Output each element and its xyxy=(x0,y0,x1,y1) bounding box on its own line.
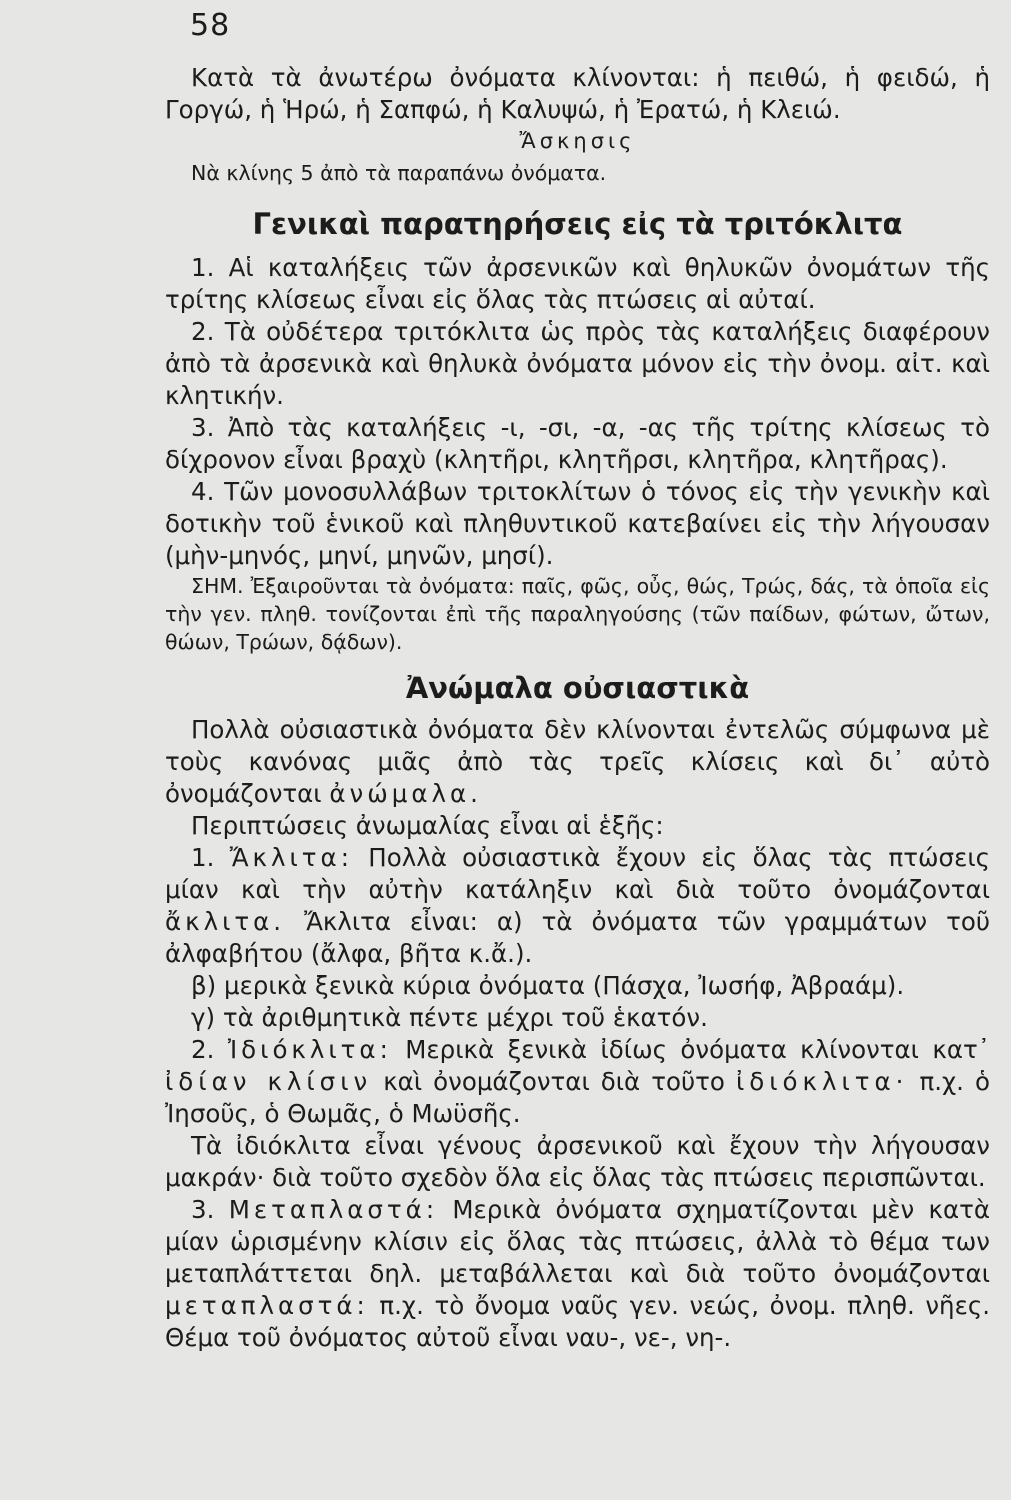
case-1-gamma: γ) τὰ ἀριθμητικὰ πέντε μέχρι τοῦ ἑκατόν. xyxy=(191,1003,708,1032)
case-3-metaplasta xyxy=(165,1194,990,1354)
exercise-text: Νὰ κλίνης 5 ἀπὸ τὰ παραπάνω ὀνόματα. xyxy=(191,161,607,185)
case-2-text-b: καὶ ὀνομάζονται διὰ τοῦτο xyxy=(383,1067,725,1096)
case-3-number: 3. xyxy=(191,1195,215,1224)
page-body xyxy=(165,62,990,1354)
case-2-examples: π.χ. ὁ Ἰησοῦς, ὁ Θωμᾶς, ὁ Μωϋσῆς. xyxy=(165,1067,990,1128)
case-3-examples: π.χ. τὸ ὄνομα ναῦς γεν. νεώς, ὀνομ. πληθ. νῆες. Θέμα τοῦ ὀνόματος αὐτοῦ εἶναι ναυ-, νε-, νη-. xyxy=(165,1291,990,1352)
case-1-term: Ἄκλιτα: xyxy=(229,843,353,872)
case-1-number: 1. xyxy=(191,843,215,872)
irregular-intro xyxy=(165,714,990,810)
irregular-intro-text: Πολλὰ οὐσιαστικὰ ὀνόματα δὲν κλίνονται ἐντελῶς σύμφωνα μὲ τοὺς κανόνας μιᾶς ἀπὸ τὰς τρεῖς κλίσεις καὶ δι᾽ αὐτὸ ὀνομάζονται xyxy=(165,715,990,808)
case-3-term-repeat: μεταπλαστά: xyxy=(165,1291,369,1320)
remark-3: 3. Ἀπὸ τὰς καταλήξεις -ι, -σι, -α, -ας τῆς τρίτης κλίσεως τὸ δίχρονον εἶναι βραχὺ (κλητῆρι, κλητῆρσι, κλητῆρα, κλητῆρας). xyxy=(165,413,990,474)
remark-2: 2. Τὰ οὐδέτερα τριτόκλιτα ὡς πρὸς τὰς καταλήξεις διαφέρουν ἀπὸ τὰ ἀρσενικὰ καὶ θηλυκὰ ὀνόματα μόνον εἰς τὴν ὀνομ. αἰτ. καὶ κλητικήν. xyxy=(165,317,990,410)
case-1-term-repeat: ἄκλιτα. xyxy=(165,907,286,936)
intro-paragraph: Κατὰ τὰ ἀνωτέρω ὀνόματα κλίνονται: ἡ πειθώ, ἡ φειδώ, ἡ Γοργώ, ἡ Ἡρώ, ἡ Σαπφώ, ἡ Καλυψώ, ἡ Ἐρατώ, ἡ Κλειώ. xyxy=(165,63,990,124)
case-2-number: 2. xyxy=(191,1035,215,1064)
irregular-term: ἀνώμαλα. xyxy=(329,779,482,808)
section-heading-irregular-nouns: Ἀνώμαλα οὐσιαστικὰ xyxy=(405,671,750,705)
idioklita-paragraph: Τὰ ἰδιόκλιτα εἶναι γένους ἀρσενικοῦ καὶ ἔχουν τὴν λήγουσαν μακράν· διὰ τοῦτο σχεδὸν ὅλα εἰς ὅλας τὰς πτώσεις περισπῶνται. xyxy=(165,1131,990,1192)
remark-1: 1. Αἱ καταλήξεις τῶν ἀρσενικῶν καὶ θηλυκῶν ὀνομάτων τῆς τρίτης κλίσεως εἶναι εἰς ὅλας τὰς πτώσεις αἱ αὐταί. xyxy=(165,253,990,314)
case-1-examples: Ἄκλιτα εἶναι: α) τὰ ὀνόματα τῶν γραμμάτων τοῦ ἀλφαβήτου (ἄλφα, βῆτα κ.ἄ.). xyxy=(165,907,991,968)
case-2-text: Μερικὰ ξενικὰ ἰδίως ὀνόματα κλίνονται κατ᾽ xyxy=(405,1035,991,1064)
case-2-term: Ἰδιόκλιτα: xyxy=(227,1035,392,1064)
note-paragraph: ΣΗΜ. Ἐξαιροῦνται τὰ ὀνόματα: παῖς, φῶς, οὖς, θώς, Τρώς, δάς, τὰ ὁποῖα εἰς τὴν γεν. πληθ. τονίζονται ἐπὶ τῆς παραληγούσης (τῶν παίδων, φώτων, ὤτων, θώων, Τρώων, δᾴδων). xyxy=(165,574,990,654)
exercise-title: Ἄσκησις xyxy=(519,129,636,153)
case-3-text: Μερικὰ ὀνόματα σχηματίζονται μὲν κατὰ μίαν ὡρισμένην κλίσιν εἰς ὅλας τὰς πτώσεις, ἀλλὰ τὸ θέμα των μεταπλάττεται δηλ. μεταβάλλεται καὶ διὰ τοῦτο ὀνομάζονται xyxy=(165,1195,990,1288)
case-2-term-idian: ἰδίαν κλίσιν xyxy=(165,1067,373,1096)
page-number: 58 xyxy=(190,8,231,43)
case-1-aklita xyxy=(165,842,990,970)
case-1-beta: β) μερικὰ ξενικὰ κύρια ὀνόματα (Πάσχα, Ἰωσήφ, Ἀβραάμ). xyxy=(191,971,905,1000)
remark-4: 4. Τῶν μονοσυλλάβων τριτοκλίτων ὁ τόνος εἰς τὴν γενικὴν καὶ δοτικὴν τοῦ ἑνικοῦ καὶ πληθυντικοῦ κατεβαίνει εἰς τὴν λήγουσαν (μὴν-μηνός, μηνί, μηνῶν, μησί). xyxy=(165,477,990,570)
case-2-term-repeat: ἰδιόκλιτα· xyxy=(735,1067,909,1096)
section-heading-general-remarks: Γενικαὶ παρατηρήσεις εἰς τὰ τριτόκλιτα xyxy=(252,207,903,241)
case-1-text: Πολλὰ οὐσιαστικὰ ἔχουν εἰς ὅλας τὰς πτώσεις μίαν καὶ τὴν αὐτὴν κατάληξιν καὶ διὰ τοῦτο ὀνομάζονται xyxy=(165,843,990,904)
case-2-idioklita xyxy=(165,1034,990,1130)
cases-intro: Περιπτώσεις ἀνωμαλίας εἶναι αἱ ἑξῆς: xyxy=(191,811,664,840)
case-3-term: Μεταπλαστά: xyxy=(228,1195,439,1224)
